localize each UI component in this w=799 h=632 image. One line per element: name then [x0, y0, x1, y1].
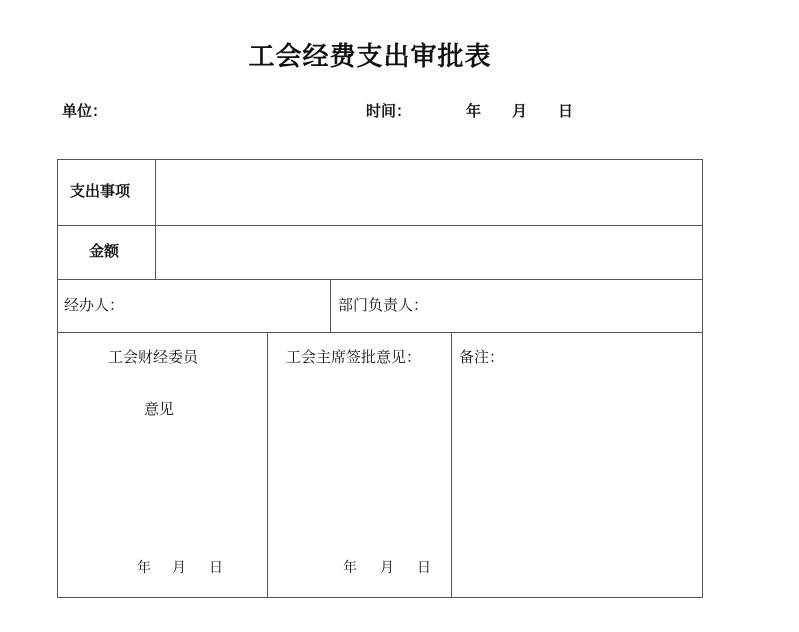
header-month-label: 月 [512, 102, 528, 120]
committee-day-label: 日 [209, 560, 223, 576]
expense-item-field[interactable] [156, 160, 702, 225]
committee-opinion-label-cont: 意见 [144, 400, 175, 418]
chairman-day-label: 日 [417, 560, 431, 576]
row-divider [58, 279, 702, 280]
committee-month-label: 月 [172, 560, 186, 576]
committee-column-divider [267, 332, 268, 597]
row-divider [58, 332, 702, 333]
expense-item-label: 支出事项 [70, 182, 131, 200]
dept-head-label: 部门负责人： [338, 296, 429, 314]
header-day-label: 日 [558, 102, 574, 120]
chairman-month-label: 月 [380, 560, 394, 576]
remarks-column-divider [451, 332, 452, 597]
header-year-label: 年 [466, 102, 482, 120]
chairman-opinion-label: 工会主席签批意见： [286, 348, 422, 366]
form-title: 工会经费支出审批表 [248, 42, 492, 72]
chairman-year-label: 年 [343, 560, 357, 576]
handler-column-divider [330, 279, 331, 332]
time-label: 时间： [366, 102, 412, 120]
unit-label: 单位： [62, 102, 108, 120]
handler-label: 经办人： [64, 296, 125, 314]
committee-year-label: 年 [137, 560, 151, 576]
committee-opinion-label: 工会财经委员 [108, 348, 199, 366]
approval-form-table [57, 159, 703, 598]
remarks-label: 备注： [459, 348, 505, 366]
amount-label: 金额 [89, 242, 120, 260]
amount-field[interactable] [156, 226, 702, 279]
